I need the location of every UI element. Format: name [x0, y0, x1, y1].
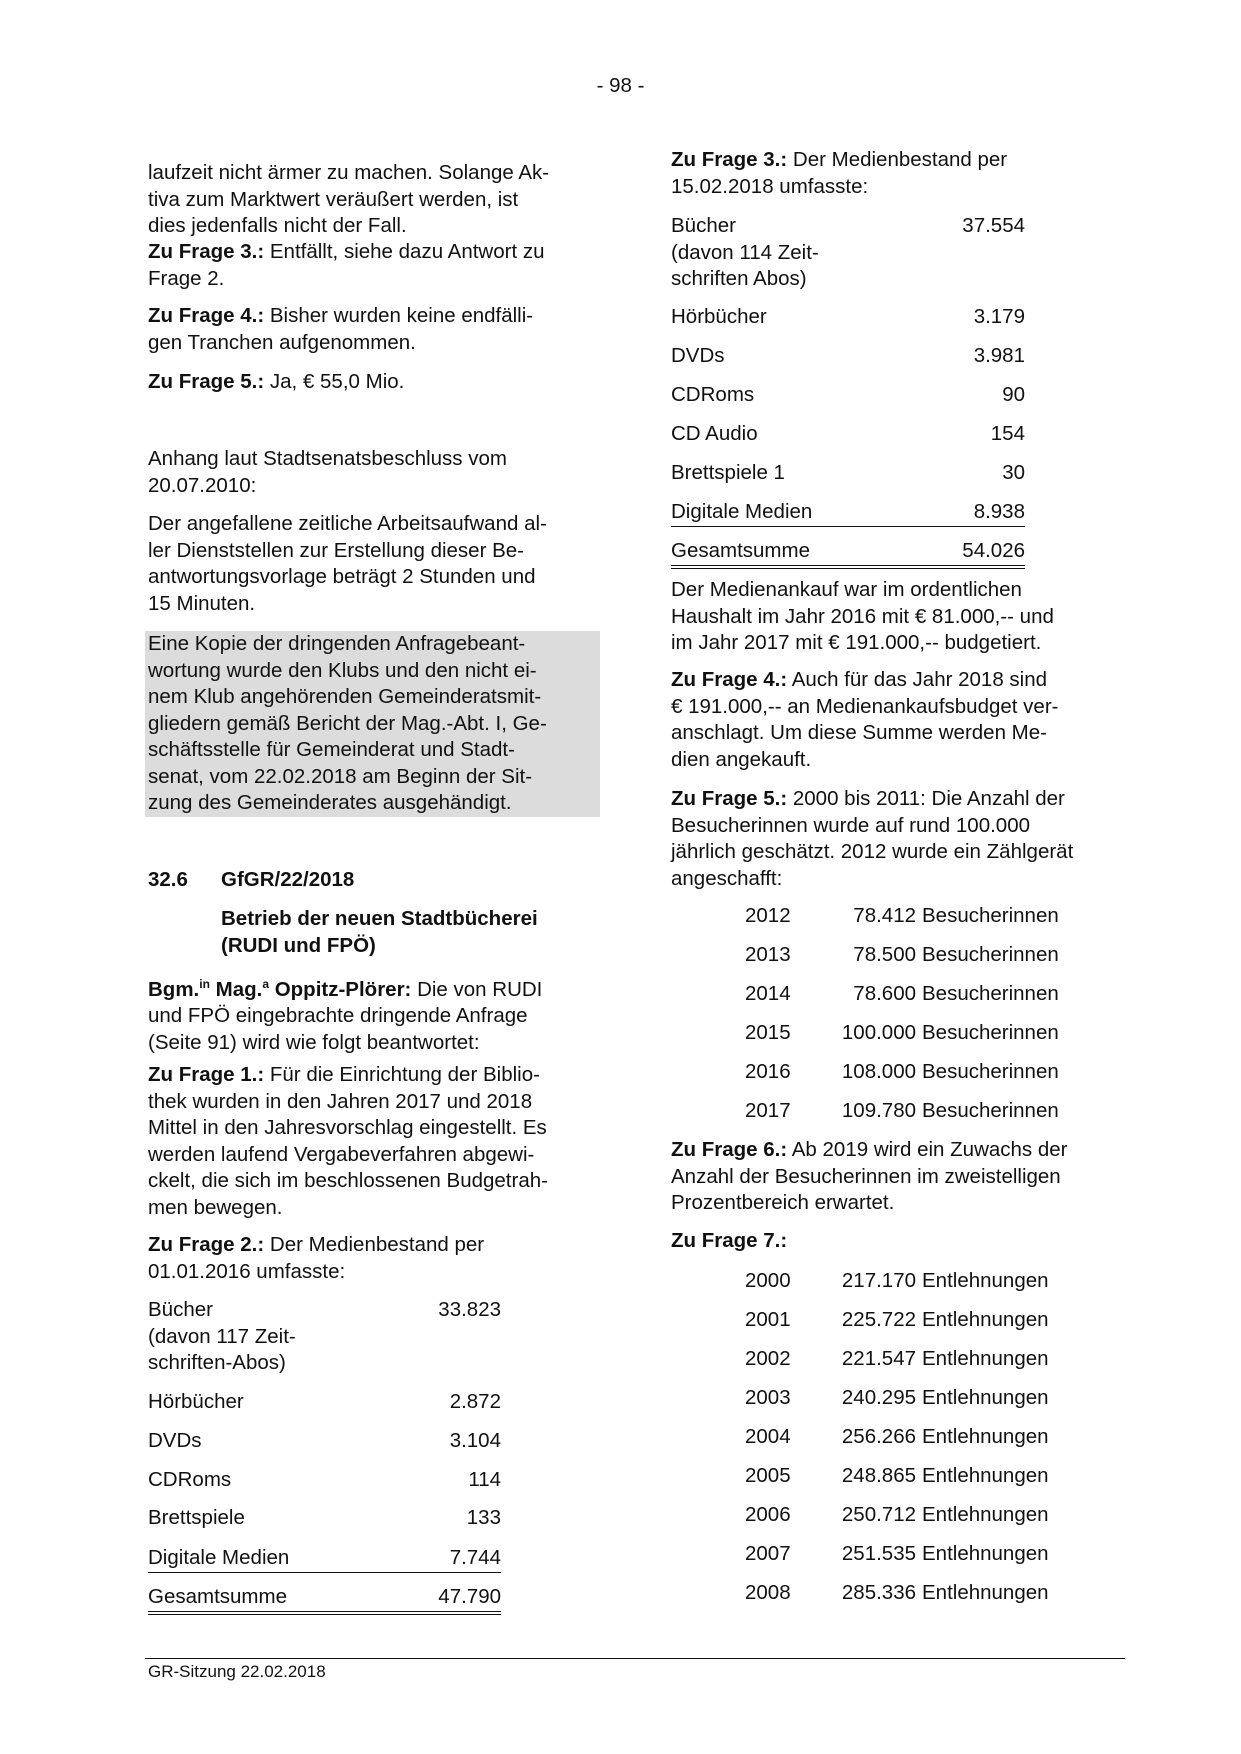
media-count: 54.026	[962, 539, 1025, 562]
paragraph-ankauf	[671, 577, 1054, 657]
line-text: laufzeit nicht ärmer zu machen. Solange Ak-	[148, 161, 550, 184]
year-value: 108.000	[841, 1060, 916, 1083]
year-value: 217.170	[841, 1269, 916, 1292]
media-count: 8.938	[973, 500, 1025, 523]
year-value: 78.412	[853, 904, 916, 927]
line-text: ler Dienststellen zur Erstellung dieser Be-	[148, 538, 524, 562]
media-row	[148, 1428, 501, 1455]
text-line	[148, 538, 547, 565]
media-label: CD Audio	[671, 422, 758, 445]
media-label: schriften Abos)	[671, 267, 807, 290]
year-value: 250.712	[841, 1503, 916, 1526]
line-text: Der Medienbestand per	[787, 148, 1008, 171]
media-label: DVDs	[671, 344, 725, 367]
answer-q4-right	[671, 667, 1058, 773]
text-line	[148, 213, 549, 240]
line-text: Entfällt, siehe dazu Antwort zu	[264, 240, 545, 263]
media-count: 37.554	[962, 214, 1025, 237]
line-text: nem Klub angehörenden Gemeinderatsmit-	[148, 685, 542, 708]
question-label: Zu Frage 1.:	[148, 1063, 265, 1086]
text-line	[148, 1003, 542, 1030]
media-count: 133	[466, 1506, 501, 1529]
year-value: 248.865	[841, 1464, 916, 1487]
year-unit: Besucherinnen	[922, 1021, 1059, 1044]
year-unit: Besucherinnen	[922, 1060, 1059, 1083]
line-text: werden laufend Vergabeverfahren abgewi-	[148, 1142, 535, 1166]
year-unit: Entlehnungen	[922, 1386, 1049, 1409]
line-text: dien angekauft.	[671, 747, 812, 771]
media-label: Hörbücher	[671, 305, 767, 328]
year: 2007	[745, 1542, 791, 1565]
speaker-paragraph	[148, 971, 542, 1056]
line-text: Anhang laut Stadtsenatsbeschluss vom	[148, 447, 507, 470]
media-row	[671, 538, 1025, 569]
line-text: thek wurden in den Jahren 2017 und 2018	[148, 1089, 533, 1113]
year: 2004	[745, 1425, 791, 1448]
year: 2017	[745, 1099, 791, 1122]
year-row	[745, 1059, 1085, 1085]
question-label: Zu Frage 5.:	[671, 787, 788, 810]
media-count: 3.179	[973, 305, 1025, 328]
text-line	[148, 790, 600, 817]
line-text: ckelt, die sich im beschlossenen Budgetrah-	[148, 1169, 548, 1192]
answer-q2-left	[148, 1232, 484, 1285]
year: 2016	[745, 1060, 791, 1083]
year-unit: Entlehnungen	[922, 1425, 1049, 1448]
text-line	[671, 747, 1058, 774]
year-unit: Entlehnungen	[922, 1308, 1049, 1331]
year-value: 78.500	[853, 943, 916, 966]
year-row	[745, 1541, 1085, 1567]
media-count: 47.790	[438, 1585, 501, 1608]
text-line	[148, 971, 542, 1003]
line-text: angeschafft:	[671, 866, 783, 890]
text-line	[148, 1030, 542, 1057]
year-value: 221.547	[841, 1347, 916, 1370]
paragraph-kopie	[145, 631, 600, 817]
text-line	[671, 630, 1054, 657]
line-text: Der Medienbestand per	[264, 1233, 485, 1256]
line-text: Ja, € 55,0 Mio.	[264, 370, 405, 393]
line-text: men bewegen.	[148, 1195, 283, 1219]
speaker-title: Bgm.	[148, 977, 200, 1001]
text-line	[671, 813, 1073, 840]
media-count: 33.823	[438, 1298, 501, 1321]
media-label: Bücher	[671, 214, 736, 237]
line-text: dies jedenfalls nicht der Fall.	[148, 214, 407, 237]
text-line	[148, 1115, 548, 1142]
question-label: Zu Frage 6.:	[671, 1138, 788, 1161]
year-row	[745, 1020, 1085, 1046]
text-line	[671, 147, 1007, 174]
media-row	[671, 304, 1025, 331]
question-label: Zu Frage 3.:	[148, 240, 265, 263]
speaker-surname: Oppitz-Plörer:	[269, 977, 412, 1001]
media-row	[148, 1545, 501, 1573]
line-text: Prozentbereich erwartet.	[671, 1191, 895, 1214]
year-row	[745, 1463, 1085, 1489]
answer-q4-left	[148, 303, 533, 356]
page-number: - 98 -	[596, 74, 645, 97]
paragraph-aufwand	[148, 511, 547, 617]
text-line	[148, 684, 600, 711]
line-text: Der angefallene zeitliche Arbeitsaufwand al-	[148, 512, 547, 535]
year-unit: Entlehnungen	[922, 1347, 1049, 1370]
line-text: € 191.000,-- an Medienankaufsbudget ver-	[671, 694, 1059, 718]
footer-rule	[145, 1658, 1125, 1659]
year-row	[745, 981, 1085, 1007]
text-line	[148, 658, 600, 685]
line-text: Besucherinnen wurde auf rund 100.000	[671, 813, 1031, 837]
line-text: im Jahr 2017 mit € 191.000,-- budgetiert.	[671, 631, 1042, 654]
media-label: CDRoms	[148, 1468, 232, 1491]
question-label: Zu Frage 5.:	[148, 370, 265, 393]
year: 2014	[745, 982, 791, 1005]
answer-q1-left	[148, 1062, 548, 1221]
media-count: 90	[1002, 383, 1025, 406]
line-text: antwortungsvorlage beträgt 2 Stunden und	[148, 565, 536, 588]
text-line	[148, 564, 547, 591]
year-unit: Entlehnungen	[922, 1464, 1049, 1487]
year: 2005	[745, 1464, 791, 1487]
year-unit: Besucherinnen	[922, 904, 1059, 927]
media-row	[148, 1467, 501, 1494]
text-line	[148, 591, 547, 618]
year-value: 240.295	[841, 1386, 916, 1409]
media-label: Hörbücher	[148, 1390, 244, 1413]
text-line	[148, 369, 404, 396]
year-row	[745, 1502, 1085, 1528]
year: 2008	[745, 1581, 791, 1604]
line-text: jährlich geschätzt. 2012 wurde ein Zählgerät	[671, 840, 1074, 863]
media-label: Brettspiele	[148, 1506, 245, 1529]
year: 2002	[745, 1347, 791, 1370]
line-text: anschlagt. Um diese Summe werden Me-	[671, 721, 1047, 744]
speaker-degree-sup: a	[262, 977, 270, 991]
year-value: 100.000	[841, 1021, 916, 1044]
line-text: Eine Kopie der dringenden Anfragebeant-	[148, 632, 526, 655]
text-line	[671, 1190, 1068, 1217]
year: 2012	[745, 904, 791, 927]
speaker-title-sup: in	[199, 977, 210, 991]
year-unit: Besucherinnen	[922, 1099, 1059, 1122]
year-value: 256.266	[841, 1425, 916, 1448]
speaker-degree: Mag.	[209, 977, 263, 1001]
year-row	[745, 942, 1085, 968]
text-line	[148, 1168, 548, 1195]
text-line	[148, 303, 533, 330]
line-text: Mittel in den Jahresvorschlag eingestellt. Es	[148, 1116, 547, 1139]
media-row	[148, 1297, 501, 1377]
media-label: Gesamtsumme	[148, 1585, 287, 1608]
media-label: DVDs	[148, 1429, 202, 1452]
question-label: Zu Frage 4.:	[671, 668, 788, 691]
question-label: Zu Frage 3.:	[671, 148, 788, 171]
line-text: Frage 2.	[148, 266, 225, 290]
year-unit: Besucherinnen	[922, 943, 1059, 966]
year-row	[745, 1424, 1085, 1450]
year-unit: Entlehnungen	[922, 1542, 1049, 1565]
speaker-name	[148, 978, 411, 1001]
answer-q6-right	[671, 1137, 1068, 1217]
title-line: (RUDI und FPÖ)	[221, 933, 376, 957]
year: 2015	[745, 1021, 791, 1044]
media-row	[671, 382, 1025, 409]
line-text: Anzahl der Besucherinnen im zweistelligen	[671, 1164, 1061, 1188]
text-line	[671, 694, 1058, 721]
year-unit: Entlehnungen	[922, 1269, 1049, 1292]
section-number: 32.6	[148, 868, 188, 891]
line-text: wortung wurde den Klubs und den nicht ei-	[148, 658, 537, 682]
year-unit: Entlehnungen	[922, 1581, 1049, 1604]
year-value: 285.336	[841, 1581, 916, 1604]
media-label: Digitale Medien	[148, 1546, 290, 1569]
year-value: 251.535	[841, 1542, 916, 1565]
section-code: GfGR/22/2018	[221, 868, 355, 891]
media-label: Bücher	[148, 1298, 213, 1321]
media-count: 3.104	[449, 1429, 501, 1452]
media-count: 154	[990, 422, 1025, 445]
text-line	[671, 577, 1054, 604]
media-label: (davon 117 Zeit-	[148, 1324, 296, 1348]
text-line	[148, 473, 507, 500]
line-text: zung des Gemeinderates ausgehändigt.	[148, 791, 512, 814]
text-line	[148, 511, 547, 538]
text-line	[148, 737, 600, 764]
text-line	[671, 839, 1073, 866]
section-title	[221, 906, 538, 959]
media-count: 30	[1002, 461, 1025, 484]
year: 2001	[745, 1308, 791, 1331]
year-value: 109.780	[841, 1099, 916, 1122]
text-line	[148, 446, 507, 473]
text-line	[148, 764, 600, 791]
line-text: Der Medienankauf war im ordentlichen	[671, 578, 1022, 601]
year-row	[745, 903, 1085, 929]
text-line	[148, 631, 600, 658]
line-text: (Seite 91) wird wie folgt beantwortet:	[148, 1030, 480, 1054]
line-text: 2000 bis 2011: Die Anzahl der	[787, 787, 1065, 810]
question-label: Zu Frage 4.:	[148, 304, 265, 327]
media-row	[671, 460, 1025, 487]
media-row	[671, 213, 1025, 293]
text-line	[148, 1062, 548, 1089]
text-line	[671, 1137, 1068, 1164]
text-line	[148, 330, 533, 357]
text-line	[148, 1195, 548, 1222]
text-line	[148, 1232, 484, 1259]
text-line	[148, 711, 600, 738]
text-line	[671, 866, 1073, 893]
line-text: Bisher wurden keine endfälli-	[264, 304, 534, 327]
year-row	[745, 1098, 1085, 1124]
line-text: 15.02.2018 umfasste:	[671, 174, 869, 198]
footer-text: GR-Sitzung 22.02.2018	[148, 1662, 326, 1681]
text-line	[671, 786, 1073, 813]
line-text: 15 Minuten.	[148, 591, 256, 615]
year-row	[745, 1307, 1085, 1333]
media-label: Brettspiele 1	[671, 461, 785, 484]
media-count: 114	[468, 1468, 501, 1491]
text-line	[148, 1259, 484, 1286]
text-line	[671, 667, 1058, 694]
media-label: CDRoms	[671, 383, 755, 406]
title-line: Betrieb der neuen Stadtbücherei	[221, 907, 538, 930]
media-label: Gesamtsumme	[671, 539, 810, 562]
text-line	[671, 720, 1058, 747]
year: 2003	[745, 1386, 791, 1409]
year-unit: Entlehnungen	[922, 1503, 1049, 1526]
media-count: 3.981	[973, 344, 1025, 367]
question-label: Zu Frage 2.:	[148, 1233, 265, 1256]
media-count: 7.744	[449, 1546, 501, 1569]
media-label: (davon 114 Zeit-	[671, 240, 819, 264]
media-label: Digitale Medien	[671, 500, 813, 523]
year-value: 225.722	[841, 1308, 916, 1331]
year-value: 78.600	[853, 982, 916, 1005]
answer-q3-left	[148, 239, 545, 292]
year: 2000	[745, 1269, 791, 1292]
text-line	[671, 174, 1007, 201]
media-row	[671, 499, 1025, 527]
line-text: senat, vom 22.02.2018 am Beginn der Sit-	[148, 764, 533, 788]
media-row	[148, 1389, 501, 1416]
line-text: 01.01.2016 umfasste:	[148, 1259, 346, 1283]
line-text: Ab 2019 wird ein Zuwachs der	[787, 1138, 1068, 1161]
line-text: und FPÖ eingebrachte dringende Anfrage	[148, 1004, 528, 1028]
answer-q5-right	[671, 786, 1073, 892]
year-row	[745, 1268, 1085, 1294]
media-row	[671, 343, 1025, 370]
media-label: schriften-Abos)	[148, 1351, 286, 1374]
paragraph-anhang	[148, 446, 507, 499]
text-line	[148, 1089, 548, 1116]
line-text: Die von RUDI	[411, 977, 543, 1001]
paragraph-laufzeit	[148, 160, 549, 240]
text-line	[671, 1164, 1068, 1191]
line-text: Auch für das Jahr 2018 sind	[787, 668, 1048, 691]
text-line	[148, 187, 549, 214]
year: 2013	[745, 943, 791, 966]
line-text: tiva zum Marktwert veräußert werden, ist	[148, 187, 519, 211]
line-text: gen Tranchen aufgenommen.	[148, 330, 416, 354]
year-row	[745, 1346, 1085, 1372]
media-count: 2.872	[449, 1390, 501, 1413]
year: 2006	[745, 1503, 791, 1526]
text-line	[671, 604, 1054, 631]
line-text: Für die Einrichtung der Biblio-	[264, 1063, 540, 1086]
answer-q3-right	[671, 147, 1007, 200]
line-text: 20.07.2010:	[148, 473, 257, 497]
text-line	[148, 160, 549, 187]
text-line	[148, 1142, 548, 1169]
answer-q5-left	[148, 369, 404, 396]
line-text: gliedern gemäß Bericht der Mag.-Abt. I, Ge-	[148, 711, 547, 735]
media-row	[148, 1505, 501, 1532]
media-row	[148, 1584, 501, 1615]
year-unit: Besucherinnen	[922, 982, 1059, 1005]
media-row	[671, 421, 1025, 448]
year-row	[745, 1580, 1085, 1606]
text-line	[148, 266, 545, 293]
line-text: Haushalt im Jahr 2016 mit € 81.000,-- und	[671, 604, 1054, 628]
year-row	[745, 1385, 1085, 1411]
answer-q7-label: Zu Frage 7.:	[671, 1229, 788, 1252]
line-text: schäftsstelle für Gemeinderat und Stadt-	[148, 738, 515, 761]
text-line	[148, 239, 545, 266]
